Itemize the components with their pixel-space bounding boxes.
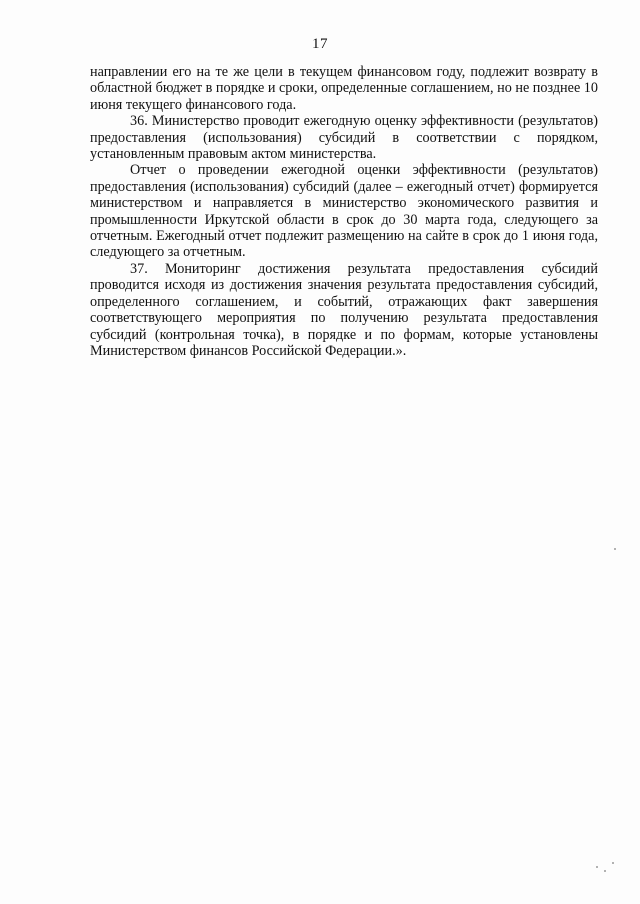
paragraph-36: 36. Министерство проводит ежегодную оценку эффективности (результатов) предоставления (использования) субсидий в соответствии с порядком, установленным правовым актом министерства. [90, 113, 598, 163]
paragraph-continuation: направлении его на те же цели в текущем финансовом году, подлежит возврату в областной бюджет в порядке и сроки, определенные соглашением, но не позднее 10 июня текущего финансового года. [90, 64, 598, 113]
paragraph-annual-report: Отчет о проведении ежегодной оценки эффективности (результатов) предоставления (использования) субсидий (далее – ежегодный отчет) формируется министерством и направляется в министерство экономического развития и промышленности Иркутской области в срок до 30 марта года, следующего за отчетным. Ежегодный отчет подлежит размещению на сайте в срок до 1 июня года, следующего за отчетным. [90, 162, 598, 261]
scan-speck [596, 866, 598, 868]
paragraph-37: 37. Мониторинг достижения результата предоставления субсидий проводится исходя из достижения значения результата предоставления субсидий, определенного соглашением, и событий, отражающих факт завершения соответствующего мероприятия по получению результата предоставления субсидий (контрольная точка), в порядке и по формам, которые установлены Министерством финансов Российской Федерации.». [90, 260, 598, 359]
document-body [90, 64, 598, 359]
page-number: 17 [312, 36, 328, 52]
scan-speck [612, 862, 614, 864]
scan-speck [614, 548, 616, 550]
scan-speck [604, 870, 606, 872]
